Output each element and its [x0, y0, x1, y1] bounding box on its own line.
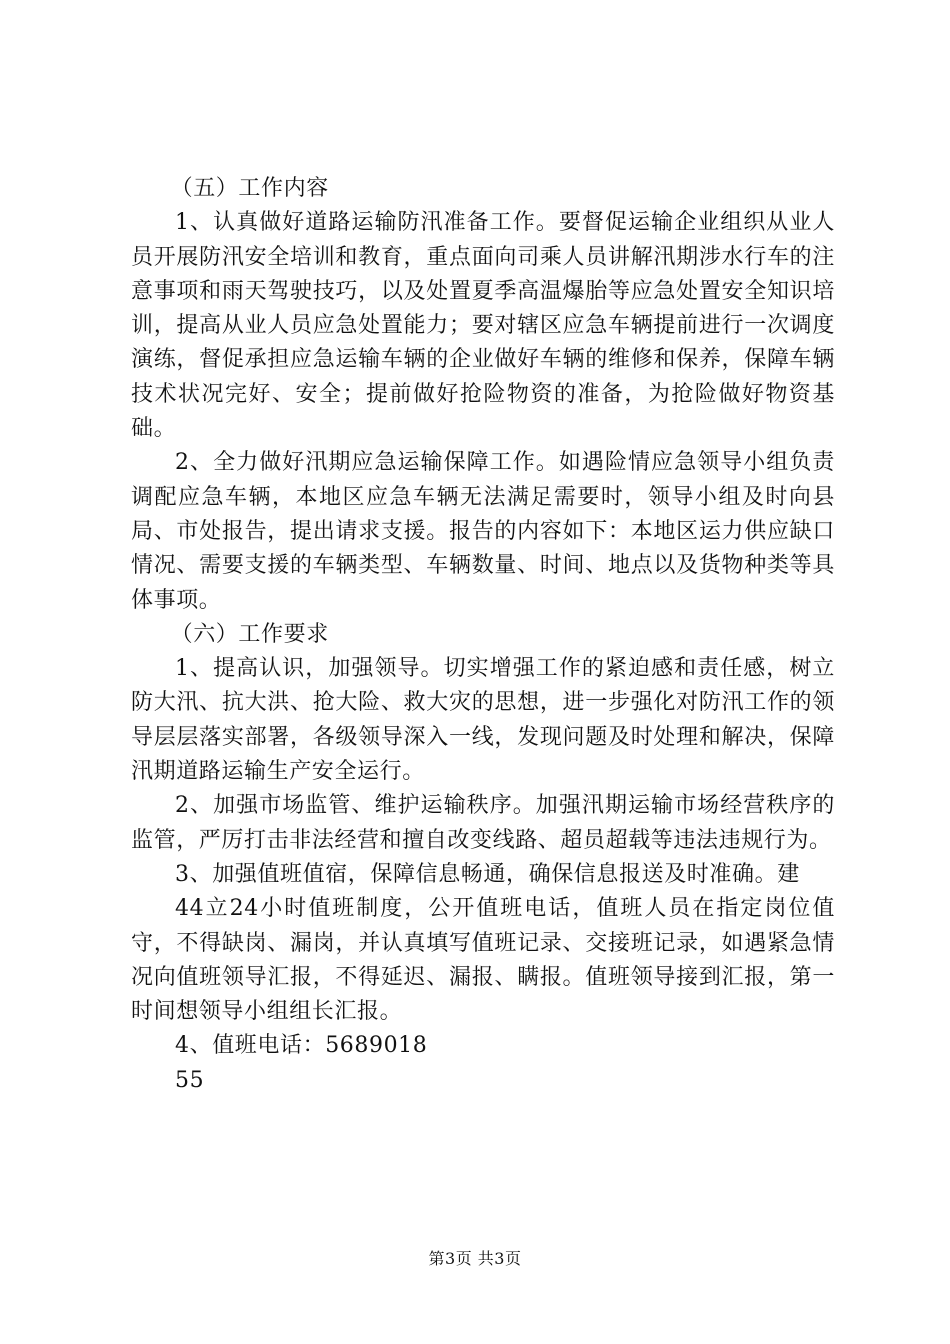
document-body: [131, 172, 835, 1098]
section-heading-work-requirements: （六）工作要求: [170, 621, 329, 647]
paragraph-trailing-number: 55: [175, 1067, 205, 1093]
section-heading-work-content: （五）工作内容: [170, 176, 329, 201]
paragraph-emergency-transport: 2、全力做好汛期应急运输保障工作。如遇险情应急领导小组负责调配应急车辆，本地区应急车辆无法满足需要时，领导小组及时向县局、市处报告，提出请求支援。报告的内容如下：本地区运力供应缺口情况、需要支援的车辆类型、车辆数量、时间、地点以及货物种类等具体事项。: [131, 450, 835, 613]
paragraph-raise-awareness: 1、提高认识，加强领导。切实增强工作的紧迫感和责任感，树立防大汛、抗大洪、抢大险、救大灾的思想，进一步强化对防汛工作的领导层层落实部署，各级领导深入一线，发现问题及时处理和解决，保障汛期道路运输生产安全运行。: [131, 656, 835, 785]
page-footer: 第3页 共3页: [428, 1249, 522, 1268]
paragraph-duty-shift: 3、加强值班值宿，保障信息畅通，确保信息报送及时准确。建: [175, 861, 800, 887]
paragraph-market-supervision: 2、加强市场监管、维护运输秩序。加强汛期运输市场经营秩序的监管，严厉打击非法经营和擅自改变线路、超员超载等违法违规行为。: [131, 793, 835, 853]
paragraph-duty-system: 44立24小时值班制度，公开值班电话，值班人员在指定岗位值守，不得缺岗、漏岗，并认真填写值班记录、交接班记录，如遇紧急情况向值班领导汇报，不得延迟、漏报、瞒报。值班领导接到汇报，第一时间想领导小组组长汇报。: [131, 896, 835, 1025]
paragraph-duty-phone: 4、值班电话：5689018: [175, 1033, 428, 1059]
paragraph-flood-preparation: 1、认真做好道路运输防汛准备工作。要督促运输企业组织从业人员开展防汛安全培训和教育，重点面向司乘人员讲解汛期涉水行车的注意事项和雨天驾驶技巧，以及处置夏季高温爆胎等应急处置安全知识培训，提高从业人员应急处置能力；要对辖区应急车辆提前进行一次调度演练，督促承担应急运输车辆的企业做好车辆的维修和保养，保障车辆技术状况完好、安全；提前做好抢险物资的准备，为抢险做好物资基础。: [131, 210, 835, 442]
